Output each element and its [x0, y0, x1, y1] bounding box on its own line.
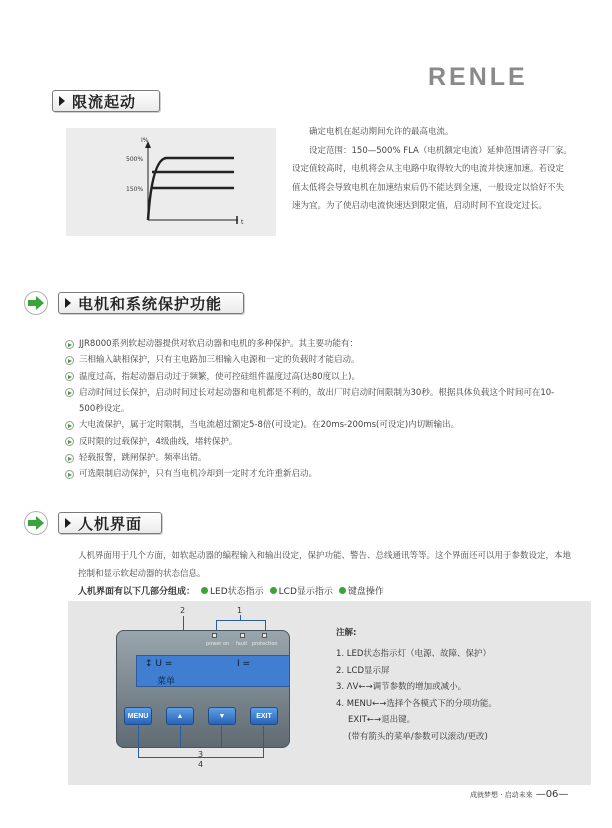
section-current-limit-heading — [52, 90, 160, 112]
list-item: 反时限的过载保护，4级曲线，堵转保护。 — [65, 434, 565, 450]
lcd-display — [136, 655, 290, 687]
graph-level-low: 150% — [126, 186, 144, 193]
green-arrow-icon — [24, 511, 48, 535]
arrow-bullet-icon — [65, 388, 74, 397]
hmi-parts-line: 人机界面有以下几部分组成： LED状态指示 LCD显示指示 键盘操作 — [78, 584, 390, 597]
section-hmi-heading — [24, 511, 162, 535]
callout-line — [240, 615, 241, 620]
footer-slogan: 成就梦想 · 启动未来 — [470, 791, 533, 799]
current-limit-graph — [66, 128, 276, 236]
page-number: —06— — [535, 789, 569, 800]
led-label-protection: protection — [252, 641, 278, 647]
down-key[interactable]: ▼ — [208, 707, 236, 725]
lcd-current: I = — [237, 659, 251, 669]
green-dot-icon — [270, 587, 277, 594]
current-limit-line1: 确定电机在起动期间允许的最高电流。 — [309, 127, 454, 137]
graph-y-unit: I% — [141, 137, 149, 144]
lcd-menu: 菜单 — [157, 677, 176, 687]
renle-logo: RENLE — [428, 63, 528, 91]
arrow-bullet-icon — [65, 437, 74, 446]
led-label-fault: fault — [236, 641, 248, 647]
list-item: 温度过高，指起动器启动过于频繁，使可控硅组件温度过高(达80度以上)。 — [65, 369, 565, 385]
page-footer — [470, 789, 568, 800]
triangle-bullet-icon — [65, 298, 71, 308]
led-power — [212, 633, 217, 638]
arrow-bullet-icon — [65, 372, 74, 381]
menu-key[interactable]: MENU — [124, 707, 152, 725]
graph-x-unit: t — [241, 219, 244, 226]
arrow-bullet-icon — [65, 454, 74, 463]
triangle-bullet-icon — [65, 518, 71, 528]
led-protection — [262, 633, 267, 638]
notes-title: 注解: — [336, 628, 357, 638]
section-title: 电机和系统保护功能 — [78, 294, 223, 313]
list-item: 启动时间过长保护，启动时间过长对起动器和电机都是不利的，故出厂时启动时间限制为30秒。根据具体负载这个时间可在10-500秒设定。 — [65, 385, 565, 418]
arrow-bullet-icon — [65, 356, 74, 365]
green-arrow-icon — [24, 291, 48, 315]
callout-2: 2 — [180, 606, 186, 615]
up-key[interactable]: ▲ — [166, 707, 194, 725]
lcd-voltage: ↕ U = — [145, 659, 173, 669]
hmi-intro-text: 人机界面用于几个方面，如软起动器的编程输入和输出设定，保护功能、警告、总线通讯等等。这个界面还可以用于参数设定，本地控制和显示软起动器的状态信息。 — [78, 551, 572, 579]
protection-list — [65, 336, 565, 483]
note-item: 2. LCD显示屏 — [336, 665, 390, 676]
list-item: 大电流保护，属于定时限制，当电流超过额定5-8倍(可设定)。在20ms-200ms(可设定)内切断输出。 — [65, 417, 565, 433]
section-title: 人机界面 — [78, 514, 143, 533]
callout-4: 4 — [198, 760, 204, 769]
note-item: 4. MENU←→选择个各模式下的分项功能。 — [336, 698, 497, 709]
led-fault — [240, 633, 245, 638]
graph-level-high: 500% — [126, 156, 144, 163]
notes-panel — [336, 626, 586, 745]
led-label-power: power on — [206, 641, 230, 647]
hmi-parts-label: 人机界面有以下几部分组成： — [78, 587, 196, 597]
list-item: JJR8000系列软起动器提供对软启动器和电机的多种保护。其主要功能有： — [65, 336, 565, 352]
list-item: 三相输入缺相保护，只有主电路加三相输入电源和一定的负载时才能启动。 — [65, 352, 565, 368]
callout-3: 3 — [198, 750, 204, 759]
list-item: 可选限制启动保护，只有当电机冷却到一定时才允许重新启动。 — [65, 466, 565, 482]
current-limit-chart — [66, 128, 276, 236]
arrow-bullet-icon — [65, 421, 74, 430]
arrow-bullet-icon — [65, 470, 74, 479]
note-exit: EXIT←→退出键。 — [348, 715, 416, 725]
green-dot-icon — [339, 587, 346, 594]
section-title: 限流起动 — [72, 92, 137, 111]
note-item: 1. LED状态指示灯（电源、故障、保护） — [336, 649, 491, 659]
note-item: 3. ΛV←→调节参数的增加或减小。 — [336, 682, 467, 692]
triangle-bullet-icon — [59, 96, 65, 106]
callout-1: 1 — [237, 606, 243, 615]
exit-key[interactable]: EXIT — [250, 707, 278, 725]
arrow-bullet-icon — [65, 340, 74, 349]
current-limit-description — [292, 123, 572, 216]
list-item: 轻载报警，跳闸保护。频率出错。 — [65, 450, 565, 466]
green-dot-icon — [201, 587, 208, 594]
section-protection-heading — [24, 291, 244, 315]
note-remark: (带有箭头的菜单/参数可以滚动/更改) — [348, 731, 488, 742]
current-limit-para2: 设定范围：150—500% FLA（电机额定电流）延伸范围请咨寻厂家。设定值较高时，电机将会从主电路中取得较大的电流并快速加速。若设定值太低将会导致电机在加速结束后仍不能达到全速，一般设定以恰好不失速为宜。为了使启动电流快速达到限定值，启动时间不宜设定过长。 — [292, 145, 572, 211]
